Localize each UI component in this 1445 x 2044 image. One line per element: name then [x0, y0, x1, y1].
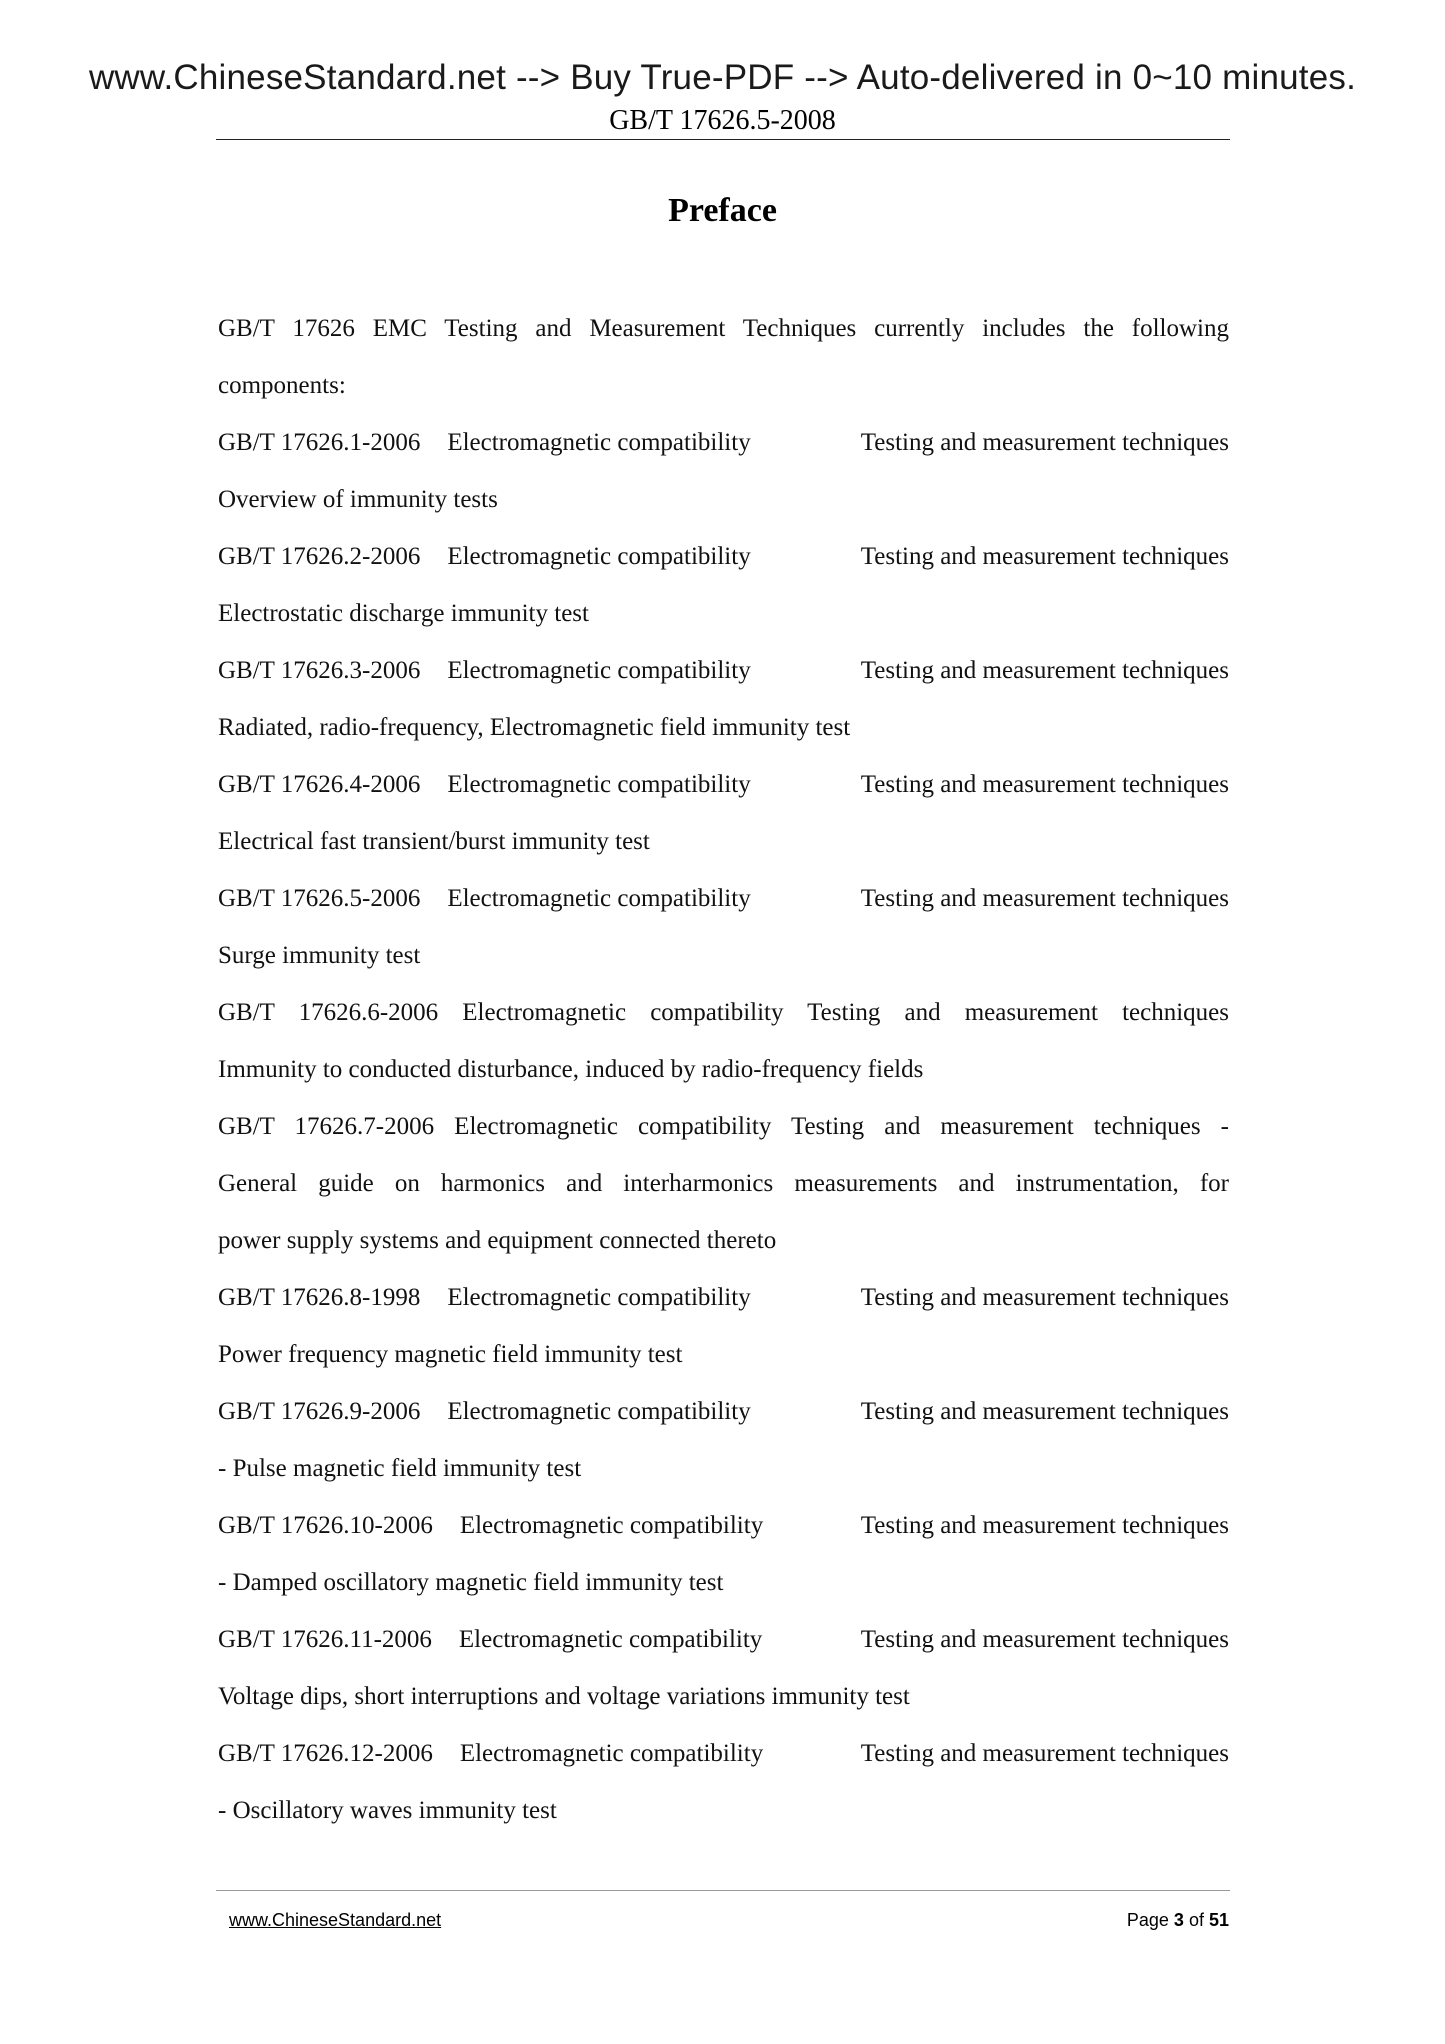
standard-code: GB/T 17626.4-2006	[218, 771, 421, 798]
standard-title: Electrical fast transient/burst immunity test	[218, 828, 650, 855]
standard-title: General guide on harmonics and interharmonics measurements and instrumentation, for	[218, 1170, 1229, 1197]
standard-category: Electromagnetic compatibility	[447, 1284, 751, 1311]
of-word: of	[1188, 1910, 1204, 1930]
standard-title: Overview of immunity tests	[218, 486, 498, 513]
standard-code: GB/T 17626.3-2006	[218, 657, 421, 684]
intro-line: components:	[218, 372, 346, 399]
standard-code: GB/T 17626.11-2006	[218, 1626, 432, 1653]
intro-line: GB/T 17626 EMC Testing and Measurement Techniques currently includes the following	[218, 315, 1229, 342]
standard-title: Surge immunity test	[218, 942, 421, 969]
standard-subcategory: Testing and measurement techniques	[860, 1398, 1229, 1425]
page-title: Preface	[668, 192, 777, 229]
standard-category: Electromagnetic compatibility	[447, 429, 751, 456]
standard-subcategory: Testing and measurement techniques	[860, 771, 1229, 798]
preface-body	[218, 300, 1229, 1839]
standard-title: Radiated, radio-frequency, Electromagnetic field immunity test	[218, 714, 851, 741]
standard-category: Electromagnetic compatibility	[459, 1740, 764, 1767]
header-banner: www.ChineseStandard.net --> Buy True-PDF --> Auto-delivered in 0~10 minutes.	[88, 58, 1357, 97]
standard-code: GB/T 17626.9-2006	[218, 1398, 421, 1425]
standard-entry-heading	[218, 414, 1229, 471]
standard-title: Voltage dips, short interruptions and voltage variations immunity test	[218, 1683, 910, 1710]
standard-subcategory: Testing and measurement techniques	[860, 885, 1229, 912]
standard-code: GB/T 17626.8-1998	[218, 1284, 421, 1311]
standard-title: Electrostatic discharge immunity test	[218, 600, 589, 627]
page-total: 51	[1208, 1910, 1229, 1930]
standard-entry-heading: GB/T 17626.7-2006 Electromagnetic compatibility Testing and measurement techniques -	[218, 1113, 1229, 1140]
standard-entry-heading	[218, 1725, 1229, 1782]
standard-subcategory: Testing and measurement techniques	[860, 1740, 1229, 1767]
page-number: 3	[1173, 1910, 1184, 1930]
standard-entry-heading	[218, 1269, 1229, 1326]
page-word: Page	[1126, 1910, 1169, 1930]
standard-entry-heading	[218, 756, 1229, 813]
standard-subcategory: Testing and measurement techniques	[860, 1512, 1229, 1539]
page-indicator	[1127, 1910, 1229, 1931]
standard-code: GB/T 17626.1-2006	[218, 429, 421, 456]
standard-category: Electromagnetic compatibility	[447, 885, 751, 912]
standard-entry-heading	[218, 1611, 1229, 1668]
standard-title: power supply systems and equipment connected thereto	[218, 1227, 777, 1254]
standard-code: GB/T 17626.12-2006	[218, 1740, 433, 1767]
header-divider	[216, 139, 1230, 140]
standard-entry-heading	[218, 870, 1229, 927]
standard-category: Electromagnetic compatibility	[447, 543, 751, 570]
footer-site-link[interactable]: www.ChineseStandard.net	[229, 1910, 442, 1930]
standard-entry-heading	[218, 1497, 1229, 1554]
standard-title: - Damped oscillatory magnetic field immunity test	[218, 1569, 724, 1596]
standard-subcategory: Testing and measurement techniques	[860, 543, 1229, 570]
standard-category: Electromagnetic compatibility	[447, 771, 751, 798]
standard-category: Electromagnetic compatibility	[447, 657, 751, 684]
standard-entry-heading	[218, 528, 1229, 585]
standard-entry-heading: GB/T 17626.6-2006 Electromagnetic compatibility Testing and measurement techniques	[218, 999, 1229, 1026]
standard-subcategory: Testing and measurement techniques	[860, 657, 1229, 684]
footer-divider	[216, 1890, 1230, 1891]
standard-category: Electromagnetic compatibility	[459, 1512, 764, 1539]
standard-code: GB/T 17626.2-2006	[218, 543, 421, 570]
standard-code: GB/T 17626.10-2006	[218, 1512, 433, 1539]
standard-category: Electromagnetic compatibility	[447, 1398, 751, 1425]
standard-title: Power frequency magnetic field immunity test	[218, 1341, 683, 1368]
standard-subcategory: Testing and measurement techniques	[860, 1626, 1229, 1653]
standard-code: GB/T 17626.5-2006	[218, 885, 421, 912]
standard-subcategory: Testing and measurement techniques	[860, 429, 1229, 456]
standard-title: - Oscillatory waves immunity test	[218, 1797, 557, 1824]
standard-title: Immunity to conducted disturbance, induced by radio-frequency fields	[218, 1056, 924, 1083]
standard-title: - Pulse magnetic field immunity test	[218, 1455, 582, 1482]
standard-subcategory: Testing and measurement techniques	[860, 1284, 1229, 1311]
standard-entry-heading	[218, 642, 1229, 699]
document-id: GB/T 17626.5-2008	[609, 105, 836, 136]
standard-category: Electromagnetic compatibility	[458, 1626, 763, 1653]
standard-entry-heading	[218, 1383, 1229, 1440]
